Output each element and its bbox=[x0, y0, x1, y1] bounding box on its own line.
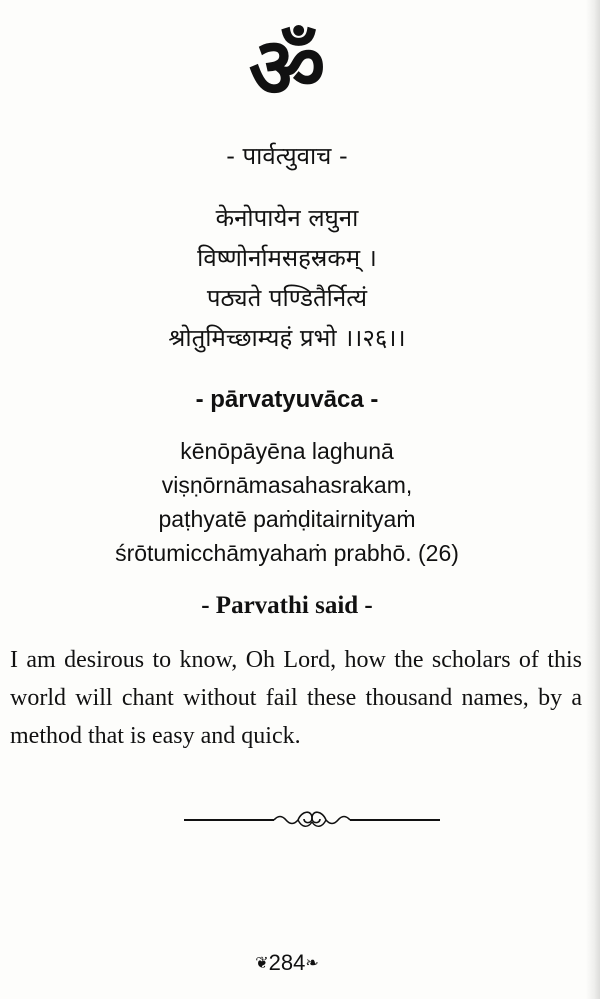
transliteration-verse-line: śrōtumicchāmyahaṁ prabhō. (26) bbox=[115, 540, 459, 566]
transliteration-verse-line: paṭhyatē paṁḍitairnityaṁ bbox=[158, 506, 416, 532]
om-symbol: ॐ bbox=[248, 19, 326, 117]
page-number: 284 bbox=[268, 950, 306, 975]
english-translation: I am desirous to know, Oh Lord, how the scholars of this world will chant without fail these thousand names, by a method that is easy and quick. bbox=[10, 647, 582, 749]
sanskrit-verse-line: श्रोतुमिच्छाम्यहं प्रभो ।।२६।। bbox=[168, 324, 406, 352]
sanskrit-verse-line: पठ्यते पण्डितैर्नित्यं bbox=[206, 284, 368, 312]
page-number-footer bbox=[0, 948, 574, 979]
sanskrit-verse-line: केनोपायेन लघुना bbox=[215, 204, 359, 232]
transliteration-verse-line: viṣṇōrnāmasahasrakam, bbox=[161, 472, 413, 498]
sanskrit-verse bbox=[0, 198, 574, 358]
leaf-ornament-icon: ❦ bbox=[255, 955, 269, 972]
page-edge bbox=[586, 0, 600, 999]
leaf-ornament-icon: ❧ bbox=[305, 955, 319, 972]
english-heading: - Parvathi said - bbox=[201, 592, 373, 619]
sanskrit-heading: - पार्वत्युवाच - bbox=[226, 142, 348, 170]
transliteration-verse bbox=[0, 434, 574, 570]
ornamental-divider bbox=[182, 806, 442, 834]
transliteration-verse-line: kēnōpāyēna laghunā bbox=[180, 438, 394, 464]
sanskrit-verse-line: विष्णोर्नामसहस्रकम् । bbox=[197, 244, 377, 272]
transliteration-heading: - pārvatyuvāca - bbox=[195, 386, 379, 413]
